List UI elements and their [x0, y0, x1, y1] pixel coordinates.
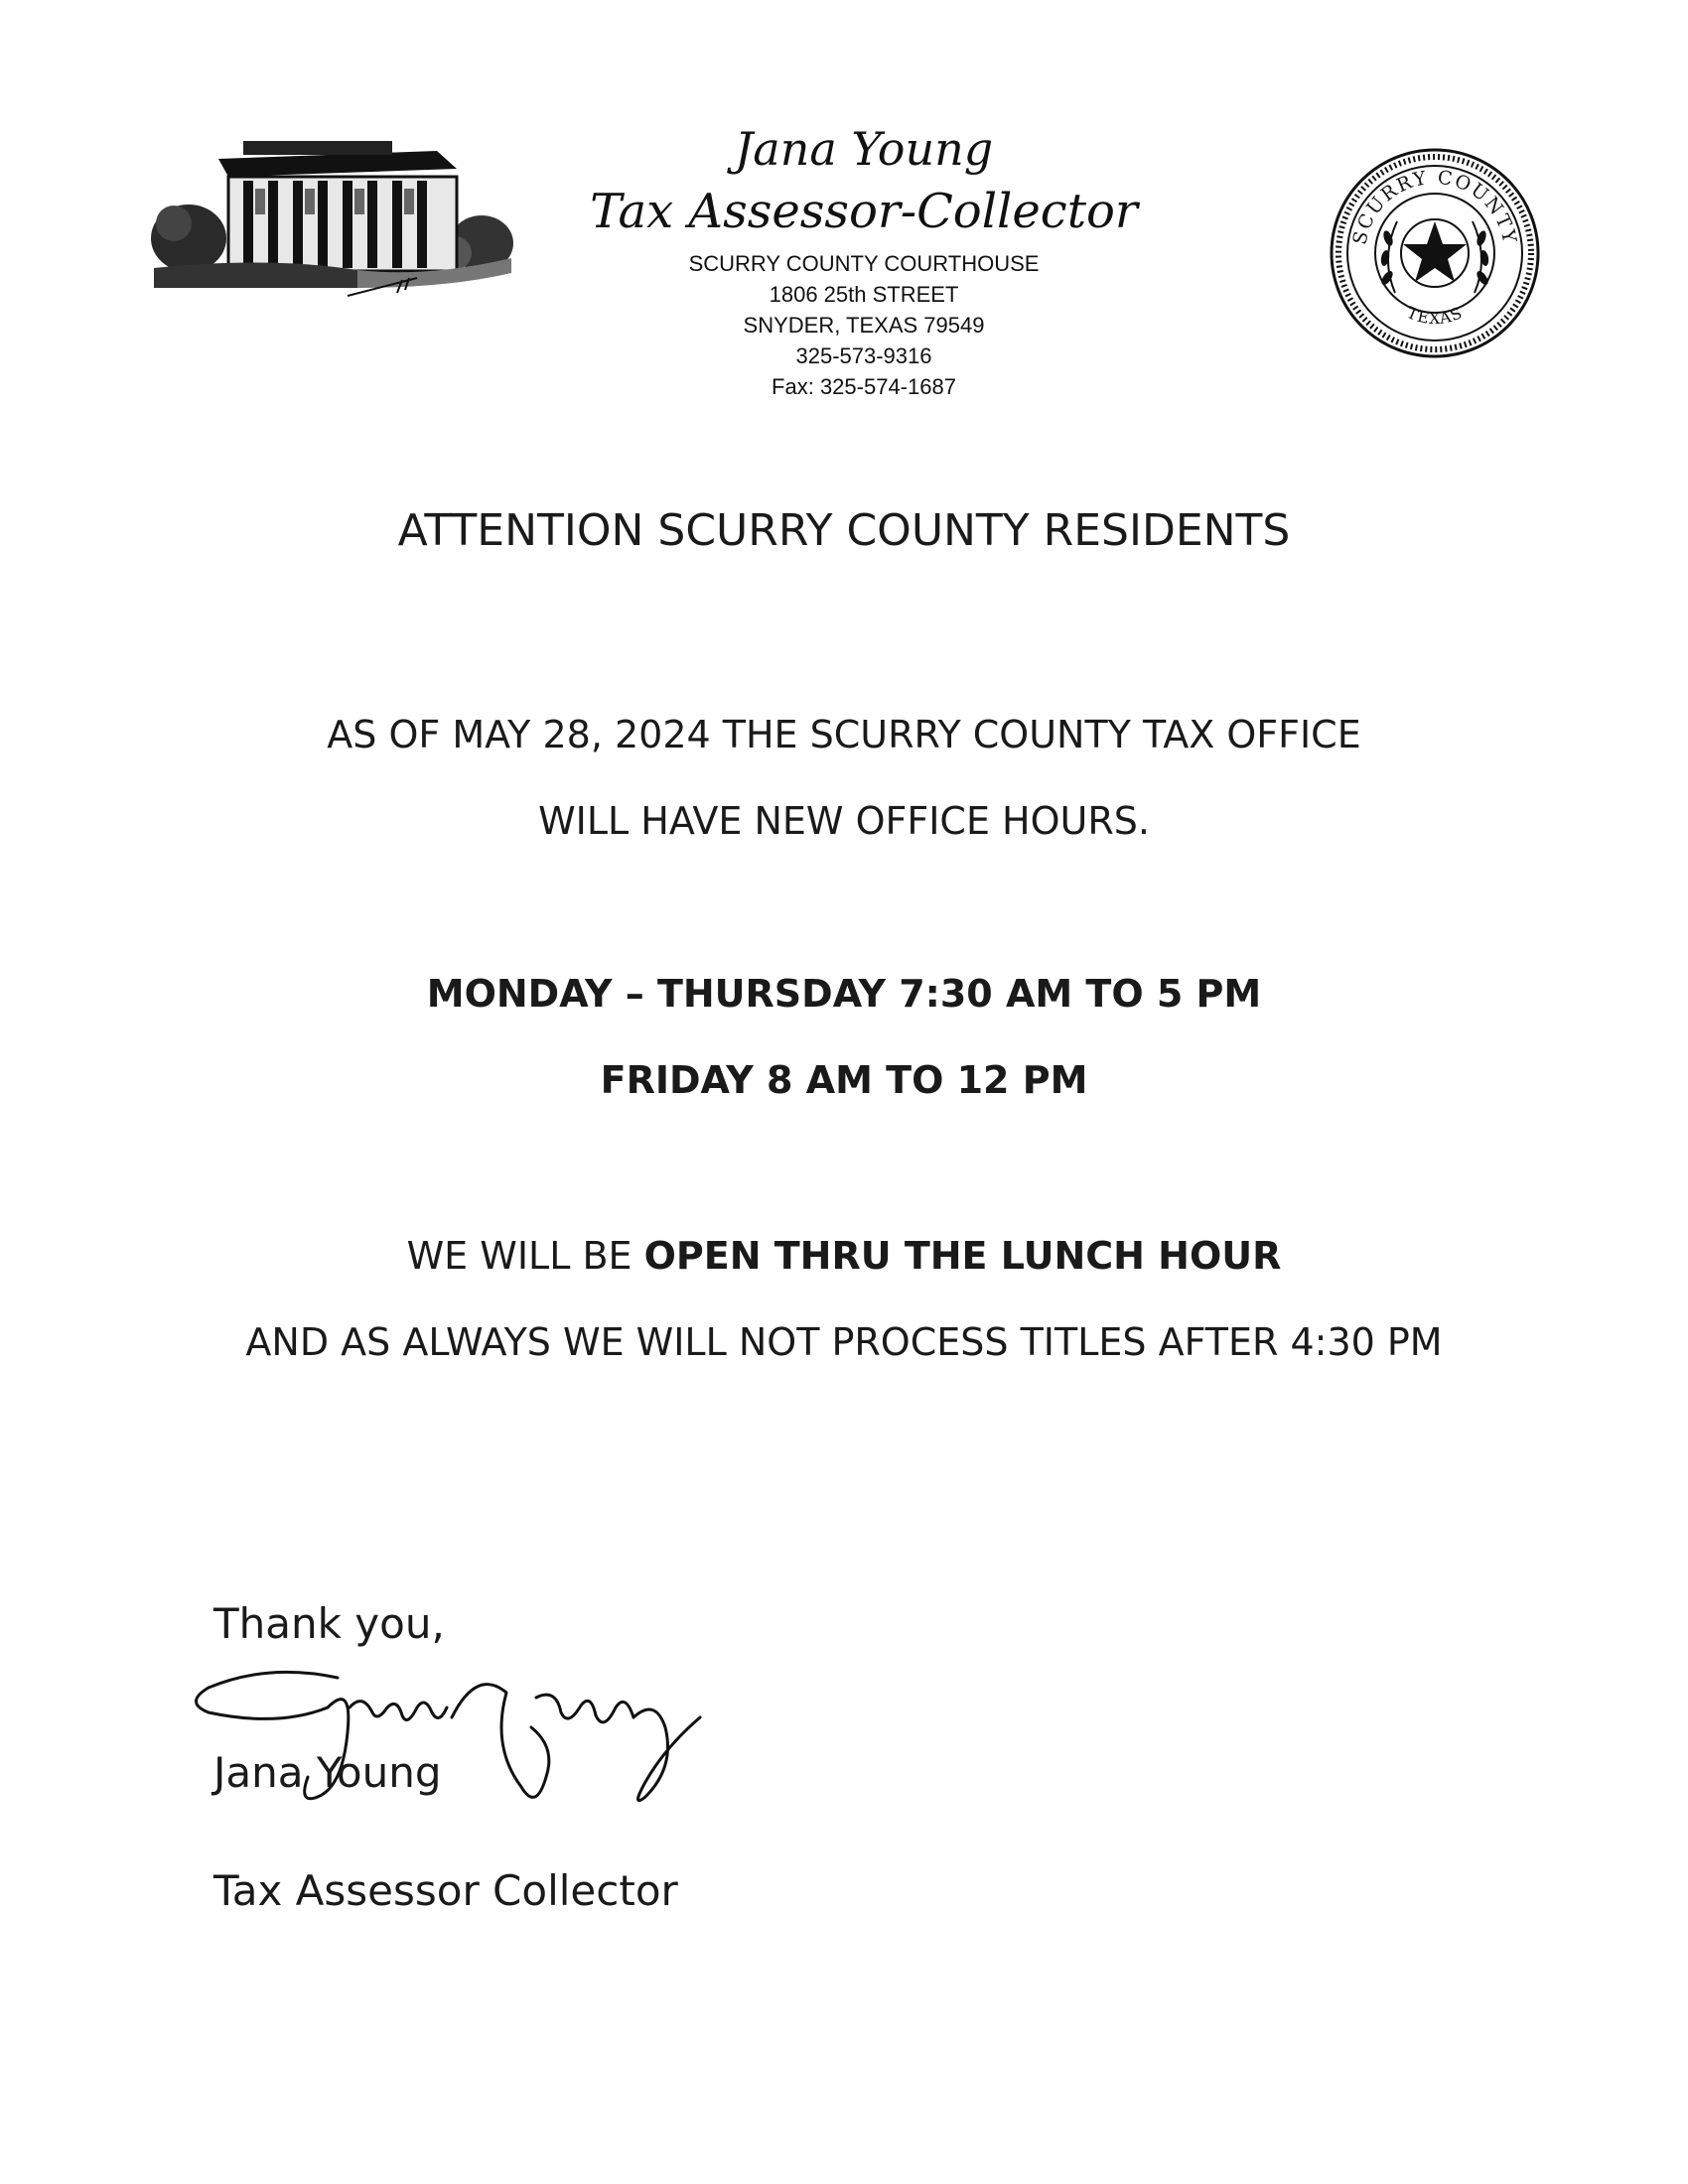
intro-line-2: WILL HAVE NEW OFFICE HOURS.: [538, 799, 1150, 843]
titles-cutoff-line: AND AS ALWAYS WE WILL NOT PROCESS TITLES AFTER 4:30 PM: [245, 1320, 1443, 1364]
phone-line: 325-573-9316: [795, 343, 932, 368]
signer-title: Tax Assessor Collector: [213, 1866, 678, 1915]
notice-heading: ATTENTION SCURRY COUNTY RESIDENTS: [397, 505, 1291, 556]
hours-weekdays: MONDAY – THURSDAY 7:30 AM TO 5 PM: [426, 972, 1262, 1016]
signature: [179, 1638, 774, 1837]
seal-text-top: SCURRY COUNTY: [1348, 166, 1521, 247]
intro-line-1: AS OF MAY 28, 2024 THE SCURRY COUNTY TAX OFFICE: [327, 713, 1361, 756]
letterhead: [496, 119, 1231, 402]
fax-line: Fax: 325-574-1687: [772, 374, 956, 399]
lunch-prefix: WE WILL BE: [406, 1234, 644, 1278]
svg-text:TEXAS: [1404, 303, 1466, 328]
seal-text-bottom: TEXAS: [1404, 303, 1466, 329]
courthouse-logo: [149, 129, 516, 298]
county-seal: [1326, 144, 1544, 362]
address-line-1: SCURRY COUNTY COURTHOUSE: [688, 251, 1040, 276]
letterhead-name: Jana Young: [734, 122, 994, 176]
lunch-hour-line: [0, 1231, 1688, 1281]
hours-friday: FRIDAY 8 AM TO 12 PM: [600, 1058, 1088, 1102]
signer-name: Jana Young: [213, 1748, 442, 1797]
address-line-2: 1806 25th STREET: [769, 282, 959, 307]
letterhead-title: Tax Assessor-Collector: [590, 184, 1138, 239]
address-line-3: SNYDER, TEXAS 79549: [743, 313, 985, 338]
lunch-emphasis: OPEN THRU THE LUNCH HOUR: [643, 1234, 1282, 1278]
closing-thanks: Thank you,: [213, 1599, 445, 1648]
